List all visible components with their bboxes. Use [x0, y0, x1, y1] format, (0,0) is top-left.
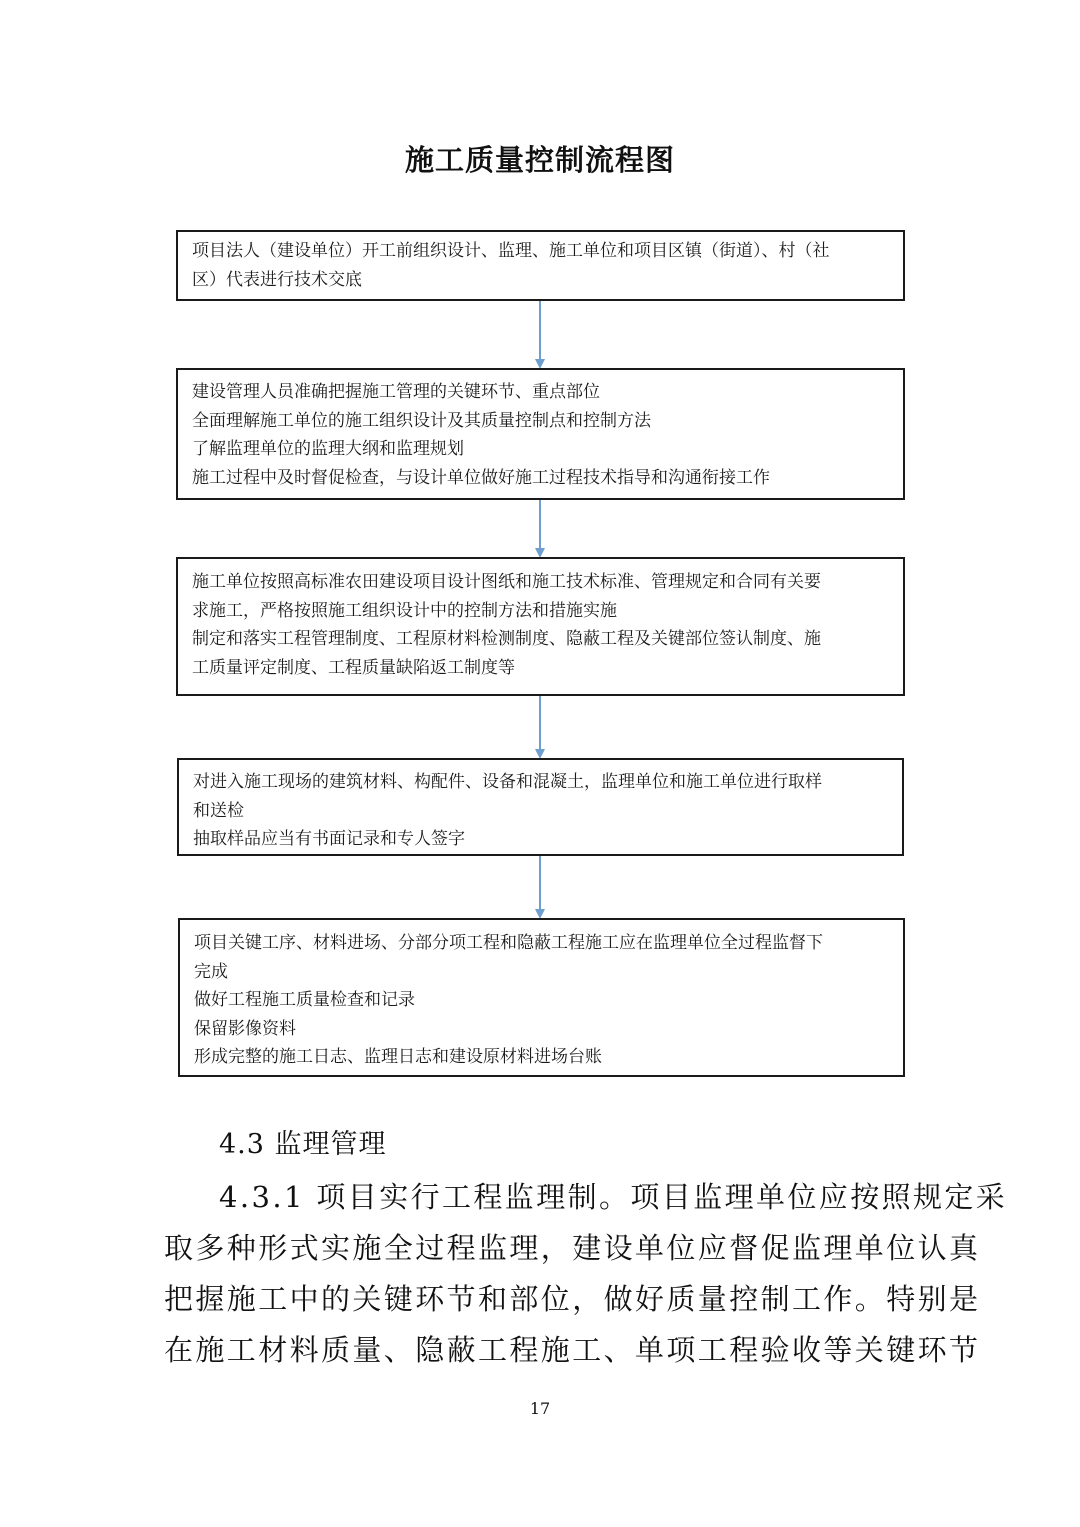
flow-step-2-line: 了解监理单位的监理大纲和监理规划 — [192, 439, 464, 459]
flow-step-1-line: 区）代表进行技术交底 — [192, 269, 362, 290]
flow-step-5-line: 完成 — [194, 961, 228, 982]
body-line: 4.3.1 项目实行工程监理制。项目监理单位应按照规定采 — [219, 1180, 1008, 1214]
flow-step-4-line: 对进入施工现场的建筑材料、构配件、设备和混凝土，监理单位和施工单位进行取样 — [193, 772, 822, 792]
flow-step-3-line: 求施工，严格按照施工组织设计中的控制方法和措施实施 — [192, 600, 617, 621]
flow-step-2 — [176, 368, 905, 500]
body-line: 在施工材料质量、隐蔽工程施工、单项工程验收等关键环节 — [164, 1333, 981, 1367]
flow-step-2-line: 施工过程中及时督促检查，与设计单位做好施工过程技术指导和沟通衔接工作 — [192, 467, 770, 488]
flow-step-4-line: 和送检 — [193, 800, 244, 821]
flow-step-5-line: 项目关键工序、材料进场、分部分项工程和隐蔽工程施工应在监理单位全过程监督下 — [194, 933, 823, 953]
page-title: 施工质量控制流程图 — [404, 143, 675, 177]
body-line: 把握施工中的关键环节和部位，做好质量控制工作。特别是 — [164, 1282, 981, 1316]
flow-step-4-line: 抽取样品应当有书面记录和专人签字 — [193, 829, 465, 849]
flow-step-1-line: 项目法人（建设单位）开工前组织设计、监理、施工单位和项目区镇（街道）、村（社 — [192, 241, 830, 261]
flow-step-5 — [178, 918, 905, 1077]
section-heading: 4.3 监理管理 — [219, 1129, 387, 1160]
flow-step-2-line: 全面理解施工单位的施工组织设计及其质量控制点和控制方法 — [192, 410, 651, 431]
flow-step-5-line: 做好工程施工质量检查和记录 — [194, 990, 415, 1010]
flow-step-5-line: 保留影像资料 — [194, 1018, 296, 1039]
body-line: 取多种形式实施全过程监理，建设单位应督促监理单位认真 — [164, 1231, 981, 1265]
flow-step-4 — [177, 758, 904, 856]
flow-step-3-line: 制定和落实工程管理制度、工程原材料检测制度、隐蔽工程及关键部位签认制度、施 — [192, 629, 821, 649]
page-number: 17 — [529, 1399, 551, 1418]
flow-step-1 — [176, 230, 905, 301]
flow-step-5-line: 形成完整的施工日志、监理日志和建设原材料进场台账 — [194, 1047, 602, 1067]
flow-step-3-line: 施工单位按照高标准农田建设项目设计图纸和施工技术标准、管理规定和合同有关要 — [192, 572, 821, 592]
flow-step-3-line: 工质量评定制度、工程质量缺陷返工制度等 — [192, 657, 515, 678]
flow-step-2-line: 建设管理人员准确把握施工管理的关键环节、重点部位 — [192, 382, 600, 402]
flow-step-3 — [176, 557, 905, 696]
section-body — [164, 1172, 1008, 1376]
